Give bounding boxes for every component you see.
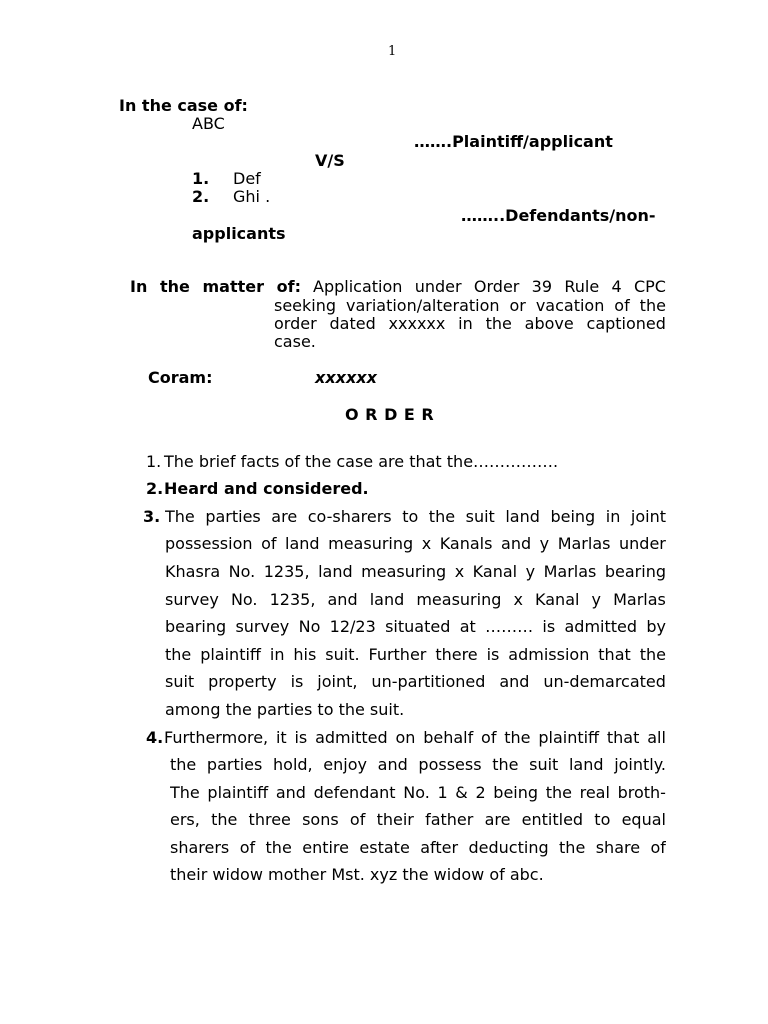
defendant-role-continued: applicants xyxy=(192,224,286,243)
paragraph-line: The brief facts of the case are that the……………. xyxy=(164,452,559,471)
versus-label: V/S xyxy=(315,151,345,170)
paragraph-number: 2. xyxy=(146,479,164,498)
matter-label: In the matter of: xyxy=(130,277,301,296)
paragraph-line: suit property is joint, un-partitioned and un-demarcated xyxy=(165,672,666,691)
matter-line: case. xyxy=(274,332,316,351)
coram-value: xxxxxx xyxy=(315,368,377,387)
paragraph-line: survey No. 1235, and land measuring x Kanal y Marlas xyxy=(165,590,666,609)
paragraph-line: sharers of the entire estate after deducting the share of xyxy=(170,838,666,857)
page-number: 1 xyxy=(388,44,397,59)
order-title: O R D E R xyxy=(345,405,435,424)
matter-line: seeking variation/alteration or vacation of the xyxy=(274,296,666,315)
defendant-role: ……..Defendants/non- xyxy=(461,206,656,225)
matter-line: Application under Order 39 Rule 4 CPC xyxy=(313,277,666,296)
defendant-number: 2. xyxy=(192,187,210,206)
paragraph-number: 1. xyxy=(146,452,162,471)
paragraph-line: The plaintiff and defendant No. 1 & 2 being the real broth- xyxy=(170,783,666,802)
matter-line: order dated xxxxxx in the above captioned xyxy=(274,314,666,333)
coram-label: Coram: xyxy=(148,368,213,387)
paragraph-line: ers, the three sons of their father are entitled to equal xyxy=(170,810,666,829)
paragraph-line: their widow mother Mst. xyz the widow of abc. xyxy=(170,865,544,884)
paragraph-number: 4. xyxy=(146,728,164,747)
plaintiff-role: …….Plaintiff/applicant xyxy=(414,132,613,151)
paragraph-line: among the parties to the suit. xyxy=(165,700,405,719)
defendant-name: Ghi . xyxy=(233,187,271,206)
paragraph-line: possession of land measuring x Kanals and y Marlas under xyxy=(165,534,666,553)
paragraph-line: bearing survey No 12/23 situated at ……… is admitted by xyxy=(165,617,666,636)
paragraph-number: 3. xyxy=(143,507,161,526)
plaintiff-name: ABC xyxy=(192,114,225,133)
defendant-number: 1. xyxy=(192,169,210,188)
paragraph-line: Heard and considered. xyxy=(164,479,369,498)
paragraph-line: the plaintiff in his suit. Further there is admission that the xyxy=(165,645,666,664)
paragraph-line: the parties hold, enjoy and possess the suit land jointly. xyxy=(170,755,666,774)
case-of-label: In the case of: xyxy=(119,96,248,115)
defendant-name: Def xyxy=(233,169,261,188)
paragraph-line: Furthermore, it is admitted on behalf of the plaintiff that all xyxy=(164,728,666,747)
paragraph-line: Khasra No. 1235, land measuring x Kanal y Marlas bearing xyxy=(165,562,666,581)
paragraph-line: The parties are co-sharers to the suit land being in joint xyxy=(165,507,666,526)
